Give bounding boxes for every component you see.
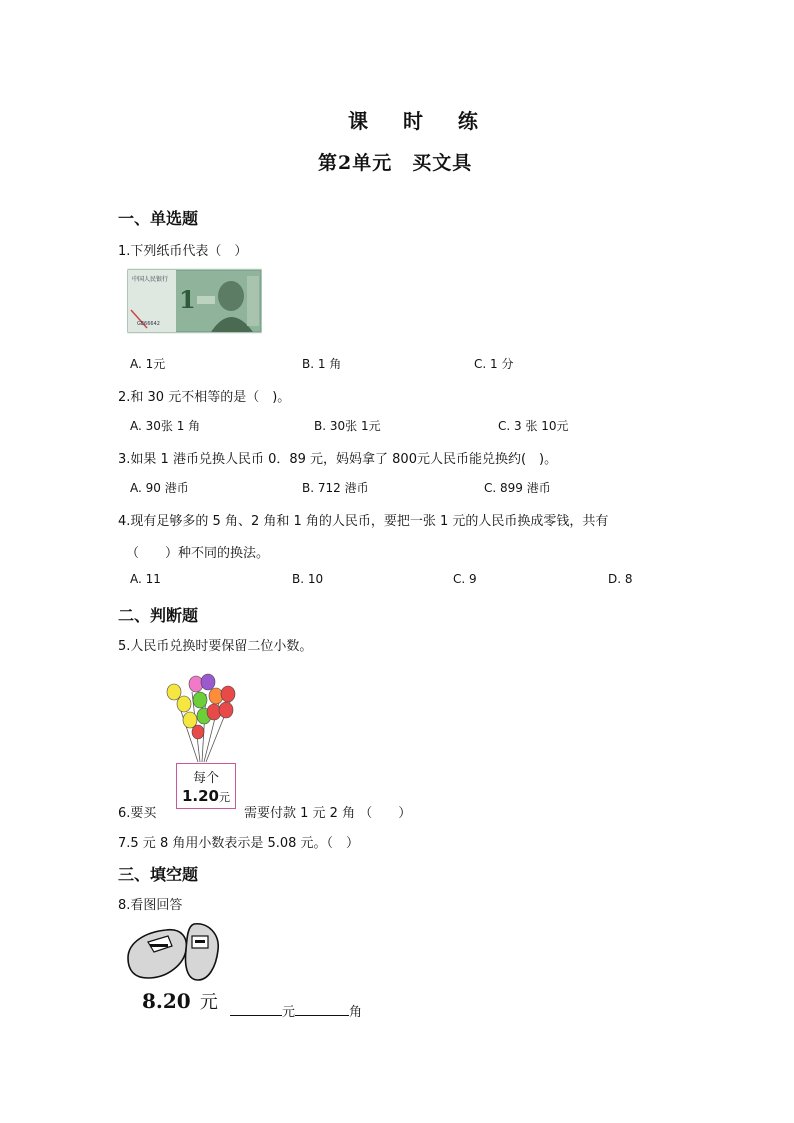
shoe-price-amount: 8.20 bbox=[142, 989, 191, 1013]
question-6-prefix: 6.要买 bbox=[118, 806, 157, 821]
section-heading-true-false: 二、判断题 bbox=[118, 606, 199, 625]
question-4-option-b[interactable]: B. 10 bbox=[292, 572, 324, 586]
page-title: 课 时 练 bbox=[348, 109, 492, 133]
question-3-stem: 3.如果 1 港币兑换人民币 0．89 元，妈妈拿了 800元人民币能兑换约( )。 bbox=[118, 452, 558, 467]
balloons-image bbox=[164, 672, 242, 764]
question-2-option-b[interactable]: B. 30张 1元 bbox=[314, 419, 381, 433]
question-4-stem-line-2: （ ）种不同的换法。 bbox=[126, 546, 270, 561]
banknote-image bbox=[127, 268, 262, 334]
unit-jiao-label: 角 bbox=[349, 1005, 363, 1020]
question-8-stem: 8.看图回答 bbox=[118, 898, 183, 913]
question-2-stem: 2.和 30 元不相等的是（ )。 bbox=[118, 390, 291, 405]
question-2-option-a[interactable]: A. 30张 1 角 bbox=[130, 419, 201, 433]
page-subtitle: 第2单元 买文具 bbox=[318, 152, 473, 174]
unit-yuan-label: 元 bbox=[282, 1005, 296, 1020]
banknote-top-text: 中国人民银行 bbox=[132, 276, 169, 283]
shoes-image bbox=[124, 920, 224, 984]
section-heading-single-choice: 一、单选题 bbox=[118, 209, 199, 228]
question-4-option-d[interactable]: D. 8 bbox=[608, 572, 633, 586]
question-5-stem: 5.人民币兑换时要保留二位小数。 bbox=[118, 639, 313, 654]
question-3-option-b[interactable]: B. 712 港币 bbox=[302, 481, 369, 495]
question-3-option-a[interactable]: A. 90 港币 bbox=[130, 481, 189, 495]
price-tag-label: 每个 bbox=[192, 771, 219, 786]
banknote-denomination: 1 bbox=[179, 285, 196, 314]
question-8-answer-line bbox=[230, 1001, 362, 1020]
section-heading-fill-blank: 三、填空题 bbox=[118, 865, 199, 884]
question-4-option-a[interactable]: A. 11 bbox=[130, 572, 161, 586]
question-2-option-c[interactable]: C. 3 张 10元 bbox=[498, 419, 569, 433]
price-tag-unit: 元 bbox=[219, 791, 230, 804]
question-4-stem-line-1: 4.现有足够多的 5 角、2 角和 1 角的人民币，要把一张 1 元的人民币换成零钱，共有 bbox=[118, 514, 609, 529]
answer-blank-yuan[interactable] bbox=[230, 1001, 282, 1016]
question-6-suffix: 需要付款 1 元 2 角 （ ） bbox=[244, 806, 412, 821]
question-1-option-b[interactable]: B. 1 角 bbox=[302, 357, 342, 371]
question-4-option-c[interactable]: C. 9 bbox=[453, 572, 477, 586]
answer-blank-jiao[interactable] bbox=[295, 1001, 349, 1016]
price-tag-amount: 1.20 bbox=[181, 787, 219, 805]
question-7-stem: 7.5 元 8 角用小数表示是 5.08 元。（ ） bbox=[118, 836, 360, 851]
question-1-stem: 1.下列纸币代表（ ） bbox=[118, 244, 248, 259]
price-tag bbox=[176, 763, 236, 809]
question-1-option-c[interactable]: C. 1 分 bbox=[474, 357, 514, 371]
banknote-serial: GE66642 bbox=[137, 321, 160, 327]
question-1-option-a[interactable]: A. 1元 bbox=[130, 357, 166, 371]
shoe-price bbox=[142, 988, 218, 1014]
shoe-price-unit: 元 bbox=[199, 992, 218, 1013]
question-3-option-c[interactable]: C. 899 港币 bbox=[484, 481, 551, 495]
